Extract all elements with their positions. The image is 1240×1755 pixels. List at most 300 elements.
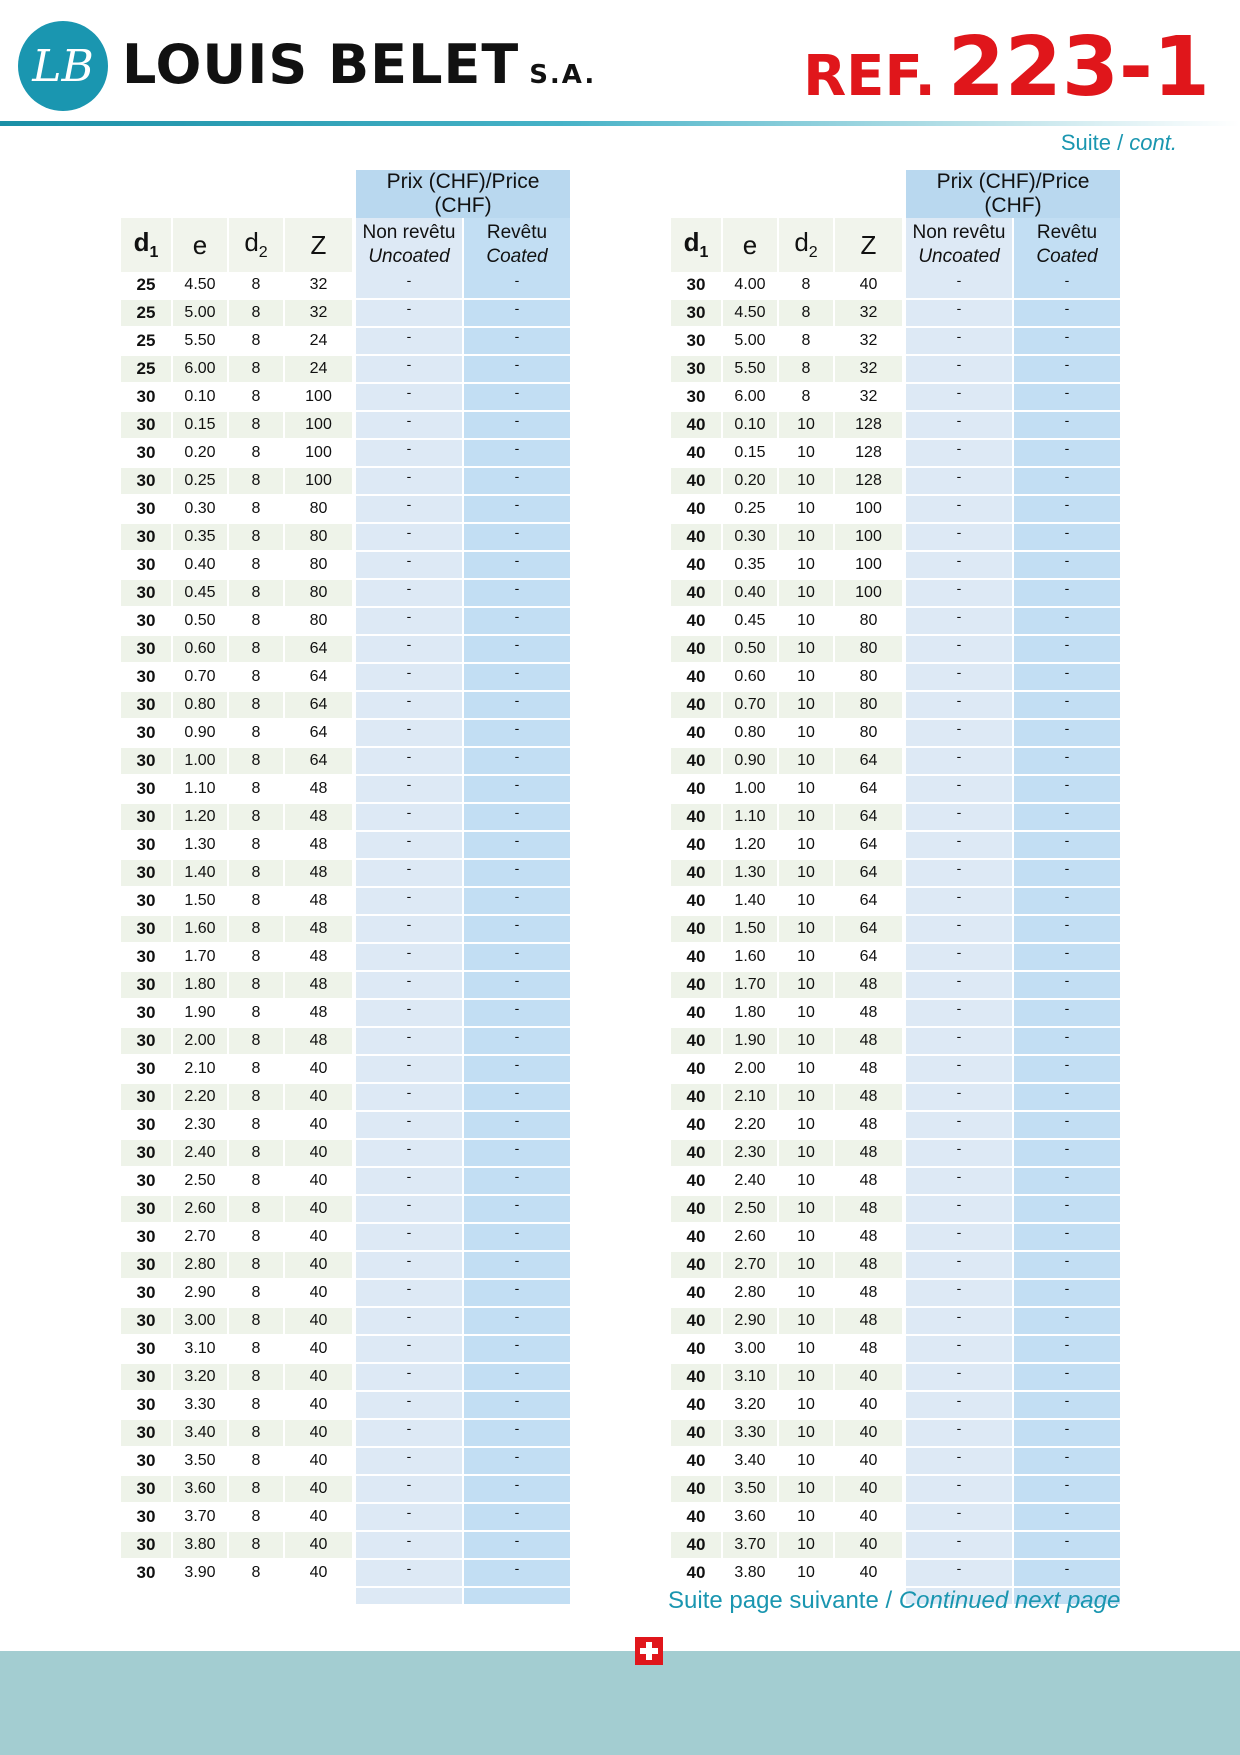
cell-e: 0.25	[723, 496, 779, 524]
table-row	[671, 1028, 1120, 1056]
cell-e: 1.60	[173, 916, 229, 944]
cell-e: 0.15	[723, 440, 779, 468]
cell-e: 3.10	[723, 1364, 779, 1392]
cell-z: 32	[285, 272, 354, 300]
cell-d1: 30	[121, 1084, 173, 1112]
cell-d2: 8	[229, 1252, 285, 1280]
cell-e: 3.40	[173, 1420, 229, 1448]
cell-d1: 40	[671, 1196, 723, 1224]
cell-e: 1.60	[723, 944, 779, 972]
cell-e: 2.30	[173, 1112, 229, 1140]
col-header-d1: $d_1$	[671, 218, 723, 272]
cell-price-uncoated: -	[354, 1560, 462, 1588]
cell-price-coated: -	[462, 300, 570, 328]
cell-d2: 8	[229, 552, 285, 580]
cell-price-coated: -	[462, 1028, 570, 1056]
cell-z: 48	[835, 1000, 904, 1028]
table-row	[671, 1504, 1120, 1532]
cell-z: 48	[835, 1056, 904, 1084]
cell-e: 0.30	[723, 524, 779, 552]
cell-d1: 30	[671, 384, 723, 412]
cell-d1: 40	[671, 1448, 723, 1476]
table-row	[121, 356, 570, 384]
cell-d1: 40	[671, 944, 723, 972]
col-header-d2: $d_2$	[779, 218, 835, 272]
cell-d1: 40	[671, 1392, 723, 1420]
cell-d1: 30	[121, 1280, 173, 1308]
cell-price-uncoated: -	[354, 524, 462, 552]
cell-z: 40	[835, 1420, 904, 1448]
cell-d1: 30	[121, 1420, 173, 1448]
cell-d2: 8	[229, 328, 285, 356]
cell-z: 100	[835, 552, 904, 580]
cell-e: 1.10	[173, 776, 229, 804]
table-row	[671, 1252, 1120, 1280]
cell-d2: 8	[229, 1028, 285, 1056]
cell-price-coated: -	[462, 1224, 570, 1252]
table-row	[671, 1140, 1120, 1168]
table-row	[121, 1028, 570, 1056]
table-row	[671, 468, 1120, 496]
cell-d1: 30	[121, 524, 173, 552]
cell-e: 5.50	[173, 328, 229, 356]
cell-price-uncoated: -	[354, 1196, 462, 1224]
table-row	[121, 580, 570, 608]
cell-price-uncoated: -	[354, 720, 462, 748]
cell-d2: 8	[229, 608, 285, 636]
cell-d2: 8	[229, 496, 285, 524]
cell-e: 2.50	[173, 1168, 229, 1196]
cell-z: 64	[835, 748, 904, 776]
cell-d2: 10	[779, 412, 835, 440]
cell-e: 0.35	[723, 552, 779, 580]
cell-e: 0.30	[173, 496, 229, 524]
cell-price-coated: -	[462, 860, 570, 888]
table-row	[121, 1112, 570, 1140]
cell-price-coated: -	[462, 272, 570, 300]
filler-cell	[229, 1588, 285, 1606]
table-row	[121, 1532, 570, 1560]
cell-d2: 8	[229, 1112, 285, 1140]
cell-z: 40	[285, 1196, 354, 1224]
table-row	[671, 1196, 1120, 1224]
cell-e: 1.70	[173, 944, 229, 972]
cell-price-uncoated: -	[904, 412, 1012, 440]
cell-price-coated: -	[1012, 1196, 1120, 1224]
cell-z: 100	[835, 524, 904, 552]
cell-e: 2.70	[723, 1252, 779, 1280]
cell-d1: 30	[671, 300, 723, 328]
cell-price-coated: -	[1012, 664, 1120, 692]
header-spacer	[671, 170, 904, 218]
cell-d2: 10	[779, 1476, 835, 1504]
cell-d2: 8	[229, 1476, 285, 1504]
cell-d1: 40	[671, 552, 723, 580]
cell-d2: 8	[229, 1392, 285, 1420]
cell-price-coated: -	[462, 1560, 570, 1588]
cell-z: 40	[285, 1364, 354, 1392]
cell-price-uncoated: -	[904, 1364, 1012, 1392]
cell-z: 64	[835, 888, 904, 916]
table-row	[671, 692, 1120, 720]
cell-d1: 40	[671, 1280, 723, 1308]
cell-price-coated: -	[1012, 1224, 1120, 1252]
cell-price-coated: -	[1012, 300, 1120, 328]
price-group-header: Prix (CHF)/Price (CHF)	[354, 170, 570, 218]
cell-price-coated: -	[1012, 440, 1120, 468]
cell-d1: 40	[671, 636, 723, 664]
cell-z: 40	[835, 1532, 904, 1560]
cell-z: 48	[835, 1280, 904, 1308]
table-row	[121, 1364, 570, 1392]
cell-price-uncoated: -	[354, 328, 462, 356]
cell-price-uncoated: -	[354, 1028, 462, 1056]
cell-price-coated: -	[1012, 496, 1120, 524]
cell-price-uncoated: -	[354, 1224, 462, 1252]
cell-z: 24	[285, 328, 354, 356]
cell-price-uncoated: -	[354, 1420, 462, 1448]
cell-d2: 8	[229, 1532, 285, 1560]
cell-z: 48	[285, 888, 354, 916]
cell-price-coated: -	[462, 1308, 570, 1336]
cell-e: 1.30	[723, 860, 779, 888]
cell-price-coated: -	[462, 1280, 570, 1308]
cell-price-coated: -	[1012, 356, 1120, 384]
table-row	[671, 384, 1120, 412]
cell-z: 40	[285, 1560, 354, 1588]
cell-price-coated: -	[1012, 1560, 1120, 1588]
cell-price-coated: -	[1012, 916, 1120, 944]
cell-d1: 30	[121, 720, 173, 748]
table-row	[671, 748, 1120, 776]
table-row	[671, 328, 1120, 356]
cell-d1: 30	[121, 1056, 173, 1084]
cell-z: 48	[835, 1252, 904, 1280]
cell-price-uncoated: -	[354, 1252, 462, 1280]
cell-price-uncoated: -	[904, 1476, 1012, 1504]
cell-d1: 30	[121, 804, 173, 832]
cell-e: 3.80	[723, 1560, 779, 1588]
cell-price-uncoated: -	[904, 832, 1012, 860]
table-row	[121, 748, 570, 776]
cell-z: 64	[835, 776, 904, 804]
cell-price-uncoated: -	[904, 636, 1012, 664]
cell-price-coated: -	[462, 832, 570, 860]
cell-e: 3.80	[173, 1532, 229, 1560]
cell-e: 0.20	[173, 440, 229, 468]
cell-d1: 30	[121, 552, 173, 580]
cell-z: 48	[835, 1308, 904, 1336]
cell-price-coated: -	[462, 1420, 570, 1448]
cell-d1: 40	[671, 1000, 723, 1028]
cell-price-uncoated: -	[904, 748, 1012, 776]
cell-price-coated: -	[1012, 636, 1120, 664]
cell-e: 6.00	[173, 356, 229, 384]
cell-e: 0.60	[723, 664, 779, 692]
cell-d1: 30	[121, 1196, 173, 1224]
cell-z: 64	[835, 804, 904, 832]
cell-e: 3.00	[173, 1308, 229, 1336]
cell-price-uncoated: -	[354, 1336, 462, 1364]
cell-z: 48	[285, 804, 354, 832]
cell-price-coated: -	[1012, 1000, 1120, 1028]
cell-d2: 10	[779, 748, 835, 776]
cell-price-coated: -	[462, 356, 570, 384]
table-row	[121, 1560, 570, 1588]
table-row	[671, 776, 1120, 804]
table-row	[671, 1392, 1120, 1420]
table-row	[121, 440, 570, 468]
cell-d1: 40	[671, 468, 723, 496]
cell-price-uncoated: -	[354, 832, 462, 860]
price-table-right	[671, 170, 1120, 1606]
cell-d2: 8	[229, 888, 285, 916]
table-row	[121, 412, 570, 440]
table-row	[671, 1084, 1120, 1112]
cell-price-coated: -	[1012, 1336, 1120, 1364]
cont-label: cont.	[1129, 130, 1177, 155]
cell-d2: 10	[779, 1140, 835, 1168]
table-row	[671, 440, 1120, 468]
cell-price-uncoated: -	[354, 944, 462, 972]
cell-price-coated: -	[462, 1196, 570, 1224]
table-row	[671, 524, 1120, 552]
table-row	[121, 552, 570, 580]
cell-d1: 40	[671, 664, 723, 692]
cell-price-coated: -	[462, 1448, 570, 1476]
cell-d2: 8	[229, 272, 285, 300]
cell-price-coated: -	[1012, 1252, 1120, 1280]
cell-d1: 30	[121, 832, 173, 860]
cell-d2: 10	[779, 1364, 835, 1392]
cell-d2: 8	[229, 1000, 285, 1028]
col-header-d1: $d_1$	[121, 218, 173, 272]
cell-e: 1.80	[723, 1000, 779, 1028]
cell-e: 0.45	[173, 580, 229, 608]
table-row	[671, 804, 1120, 832]
cell-price-uncoated: -	[904, 692, 1012, 720]
cell-z: 40	[835, 1392, 904, 1420]
cell-d2: 8	[229, 1336, 285, 1364]
cell-d1: 30	[671, 328, 723, 356]
table-row	[671, 916, 1120, 944]
cell-price-coated: -	[462, 804, 570, 832]
table-row	[671, 1168, 1120, 1196]
cell-price-coated: -	[462, 748, 570, 776]
cell-price-coated: -	[462, 664, 570, 692]
cell-price-uncoated: -	[904, 272, 1012, 300]
cell-price-coated: -	[462, 1392, 570, 1420]
cell-price-uncoated: -	[904, 1056, 1012, 1084]
table-row	[671, 664, 1120, 692]
cell-price-uncoated: -	[904, 1392, 1012, 1420]
cell-d2: 10	[779, 692, 835, 720]
cell-d2: 10	[779, 804, 835, 832]
cell-e: 0.50	[723, 636, 779, 664]
cell-price-coated: -	[462, 608, 570, 636]
cell-price-coated: -	[1012, 888, 1120, 916]
cell-d1: 30	[121, 972, 173, 1000]
table-row	[121, 608, 570, 636]
cell-d1: 30	[121, 1308, 173, 1336]
continuation-note	[1061, 130, 1177, 156]
cell-e: 1.90	[723, 1028, 779, 1056]
table-row	[121, 1084, 570, 1112]
cell-d1: 40	[671, 1504, 723, 1532]
cell-price-coated: -	[1012, 692, 1120, 720]
table-row	[671, 636, 1120, 664]
cell-e: 2.80	[723, 1280, 779, 1308]
cell-price-uncoated: -	[354, 888, 462, 916]
price-group-header: Prix (CHF)/Price (CHF)	[904, 170, 1120, 218]
cell-z: 64	[285, 636, 354, 664]
cell-d1: 30	[121, 1560, 173, 1588]
cell-d1: 40	[671, 1224, 723, 1252]
table-row	[121, 1504, 570, 1532]
cell-price-uncoated: -	[904, 1224, 1012, 1252]
cell-z: 80	[285, 524, 354, 552]
cell-z: 64	[835, 860, 904, 888]
cell-d1: 30	[121, 860, 173, 888]
cell-z: 32	[285, 300, 354, 328]
cell-price-uncoated: -	[904, 440, 1012, 468]
table-row	[121, 1336, 570, 1364]
cell-z: 48	[285, 776, 354, 804]
cell-z: 80	[285, 608, 354, 636]
cell-d1: 30	[121, 636, 173, 664]
cell-d2: 8	[229, 1504, 285, 1532]
cell-d1: 40	[671, 720, 723, 748]
cell-d2: 8	[229, 1084, 285, 1112]
cell-price-uncoated: -	[904, 1196, 1012, 1224]
table-row	[121, 636, 570, 664]
cell-price-coated: -	[462, 1168, 570, 1196]
cell-d2: 8	[779, 384, 835, 412]
table-row	[121, 860, 570, 888]
cell-e: 2.50	[723, 1196, 779, 1224]
cell-price-uncoated: -	[354, 552, 462, 580]
cell-price-coated: -	[1012, 776, 1120, 804]
cell-d1: 30	[121, 692, 173, 720]
table-filler-row	[121, 1588, 570, 1606]
table-row	[121, 832, 570, 860]
cell-d1: 30	[121, 1252, 173, 1280]
cell-e: 0.10	[173, 384, 229, 412]
cell-d2: 8	[229, 972, 285, 1000]
cell-price-coated: -	[462, 524, 570, 552]
cell-price-uncoated: -	[354, 1448, 462, 1476]
cell-e: 1.40	[723, 888, 779, 916]
cell-price-uncoated: -	[904, 1336, 1012, 1364]
cell-price-coated: -	[462, 328, 570, 356]
cell-z: 80	[835, 608, 904, 636]
header-divider	[0, 121, 1240, 126]
cell-price-uncoated: -	[904, 1000, 1012, 1028]
cell-d1: 30	[121, 1448, 173, 1476]
cell-d2: 8	[779, 272, 835, 300]
filler-cell	[354, 1588, 462, 1606]
table-row	[121, 1420, 570, 1448]
cell-e: 0.45	[723, 608, 779, 636]
cell-e: 5.00	[173, 300, 229, 328]
table-row	[121, 1476, 570, 1504]
col-header-z: Z	[285, 218, 354, 272]
cell-d1: 30	[121, 1364, 173, 1392]
cell-price-uncoated: -	[354, 1308, 462, 1336]
cell-z: 48	[835, 1084, 904, 1112]
cell-e: 2.10	[173, 1056, 229, 1084]
cell-e: 1.50	[173, 888, 229, 916]
table-row	[121, 916, 570, 944]
cell-z: 40	[285, 1308, 354, 1336]
cell-price-coated: -	[1012, 1420, 1120, 1448]
cell-price-uncoated: -	[354, 1476, 462, 1504]
cell-e: 4.50	[723, 300, 779, 328]
cell-d2: 10	[779, 1252, 835, 1280]
cell-price-uncoated: -	[354, 468, 462, 496]
cell-price-uncoated: -	[904, 944, 1012, 972]
cell-d1: 40	[671, 1420, 723, 1448]
cell-e: 0.50	[173, 608, 229, 636]
cell-price-uncoated: -	[904, 1112, 1012, 1140]
col-header-coated: Revêtu Coated	[1012, 218, 1120, 272]
cell-d1: 40	[671, 1476, 723, 1504]
cell-e: 2.20	[173, 1084, 229, 1112]
cell-price-coated: -	[462, 1336, 570, 1364]
cell-d2: 10	[779, 1084, 835, 1112]
cell-e: 1.00	[173, 748, 229, 776]
cell-z: 40	[835, 1476, 904, 1504]
cell-d2: 8	[229, 944, 285, 972]
cell-price-coated: -	[1012, 1532, 1120, 1560]
cell-z: 40	[285, 1448, 354, 1476]
cell-d1: 30	[121, 1028, 173, 1056]
cell-e: 0.70	[173, 664, 229, 692]
cell-d1: 40	[671, 496, 723, 524]
table-row	[121, 496, 570, 524]
cell-e: 2.60	[173, 1196, 229, 1224]
cell-price-coated: -	[1012, 1448, 1120, 1476]
cell-price-coated: -	[462, 1056, 570, 1084]
cell-d1: 30	[121, 1476, 173, 1504]
cell-z: 64	[285, 748, 354, 776]
cell-price-uncoated: -	[354, 440, 462, 468]
cell-e: 2.00	[723, 1056, 779, 1084]
cell-price-coated: -	[1012, 384, 1120, 412]
cell-price-coated: -	[1012, 328, 1120, 356]
cell-d2: 10	[779, 1392, 835, 1420]
cell-price-coated: -	[462, 580, 570, 608]
cell-price-uncoated: -	[904, 1280, 1012, 1308]
cell-price-coated: -	[462, 1364, 570, 1392]
cell-price-coated: -	[1012, 524, 1120, 552]
cell-e: 0.15	[173, 412, 229, 440]
cell-d2: 10	[779, 860, 835, 888]
cell-price-coated: -	[462, 496, 570, 524]
cell-e: 1.70	[723, 972, 779, 1000]
cell-price-coated: -	[1012, 804, 1120, 832]
cell-price-coated: -	[462, 384, 570, 412]
cell-price-uncoated: -	[354, 1000, 462, 1028]
cell-z: 128	[835, 468, 904, 496]
col-header-z: Z	[835, 218, 904, 272]
cell-d1: 40	[671, 860, 723, 888]
cell-d1: 40	[671, 1084, 723, 1112]
cell-e: 0.40	[723, 580, 779, 608]
cell-d1: 25	[121, 272, 173, 300]
cell-d2: 8	[779, 300, 835, 328]
svg-text:LB: LB	[32, 41, 94, 92]
